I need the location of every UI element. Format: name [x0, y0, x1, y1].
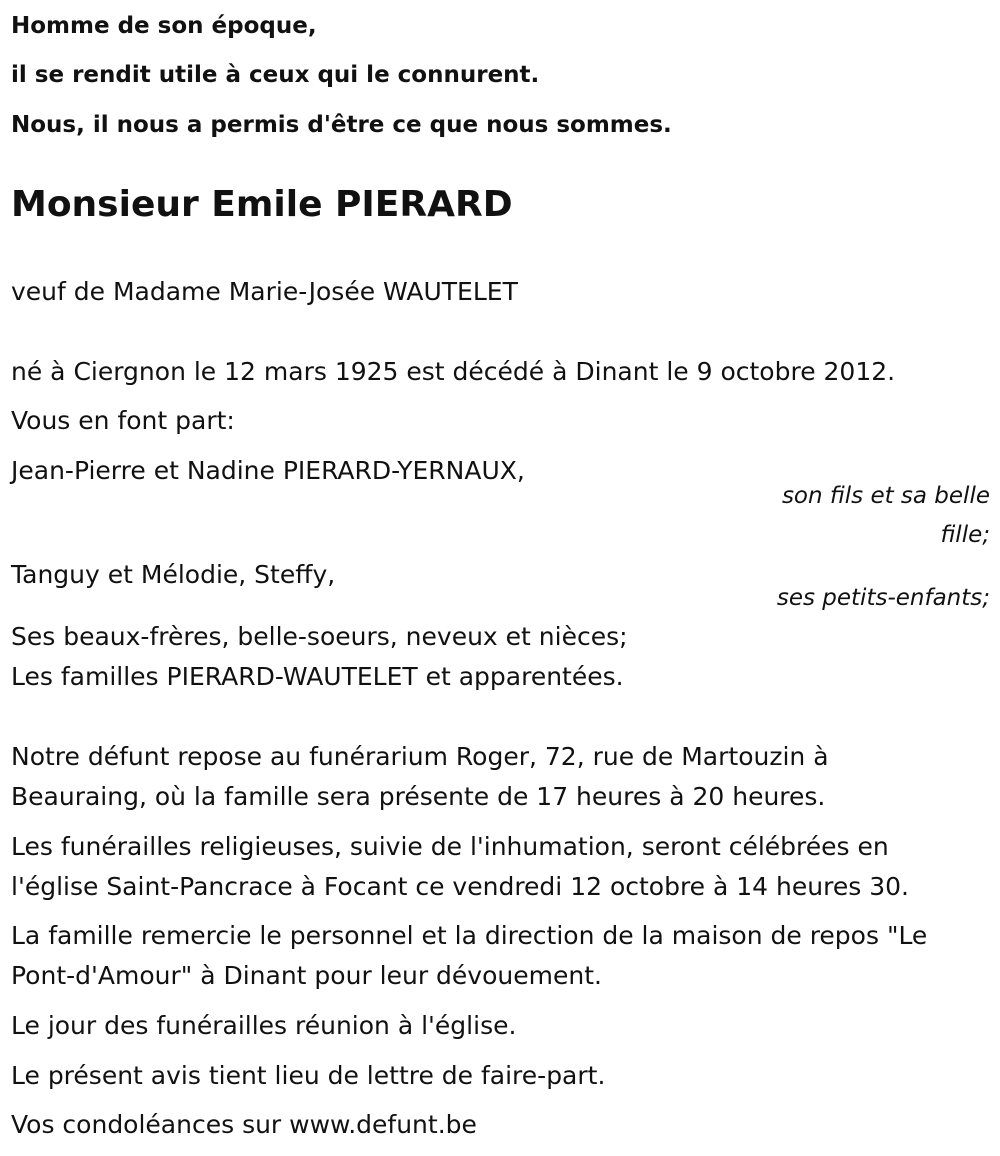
meeting-line: Le jour des funérailles réunion à l'église.	[11, 1011, 517, 1040]
families-line: Les familles PIERARD-WAUTELET et apparentées.	[11, 662, 624, 691]
family-names: Tanguy et Mélodie, Steffy,	[11, 560, 336, 589]
deceased-name: Monsieur Emile PIERARD	[11, 184, 513, 225]
birth-death-line: né à Ciergnon le 12 mars 1925 est décédé à Dinant le 9 octobre 2012.	[11, 357, 896, 386]
epitaph-line-1: Homme de son époque,	[11, 13, 317, 39]
epitaph-line-2: il se rendit utile à ceux qui le connurent.	[11, 62, 540, 88]
family-names: Jean-Pierre et Nadine PIERARD-YERNAUX,	[11, 456, 525, 485]
announcement-intro: Vous en font part:	[11, 406, 235, 435]
thanks-line-1: La famille remercie le personnel et la direction de la maison de repos "Le	[11, 921, 928, 950]
other-relatives-line: Ses beaux-frères, belle-soeurs, neveux et nièces;	[11, 622, 628, 651]
spouse-line: veuf de Madame Marie-Josée WAUTELET	[11, 277, 518, 306]
thanks-line-2: Pont-d'Amour" à Dinant pour leur dévouement.	[11, 961, 602, 990]
family-relation-continued: fille;	[940, 522, 990, 548]
rest-line-1: Notre défunt repose au funérarium Roger, 72, rue de Martouzin à	[11, 742, 829, 771]
family-relation: son fils et sa belle	[781, 483, 990, 509]
family-relation: ses petits-enfants;	[776, 585, 990, 611]
notice-line: Le présent avis tient lieu de lettre de faire-part.	[11, 1061, 606, 1090]
funeral-line-1: Les funérailles religieuses, suivie de l'inhumation, seront célébrées en	[11, 832, 889, 861]
epitaph-line-3: Nous, il nous a permis d'être ce que nous sommes.	[11, 112, 672, 138]
condolences-line: Vos condoléances sur www.defunt.be	[11, 1110, 477, 1139]
rest-line-2: Beauraing, où la famille sera présente de 17 heures à 20 heures.	[11, 782, 826, 811]
funeral-line-2: l'église Saint-Pancrace à Focant ce vendredi 12 octobre à 14 heures 30.	[11, 872, 909, 901]
